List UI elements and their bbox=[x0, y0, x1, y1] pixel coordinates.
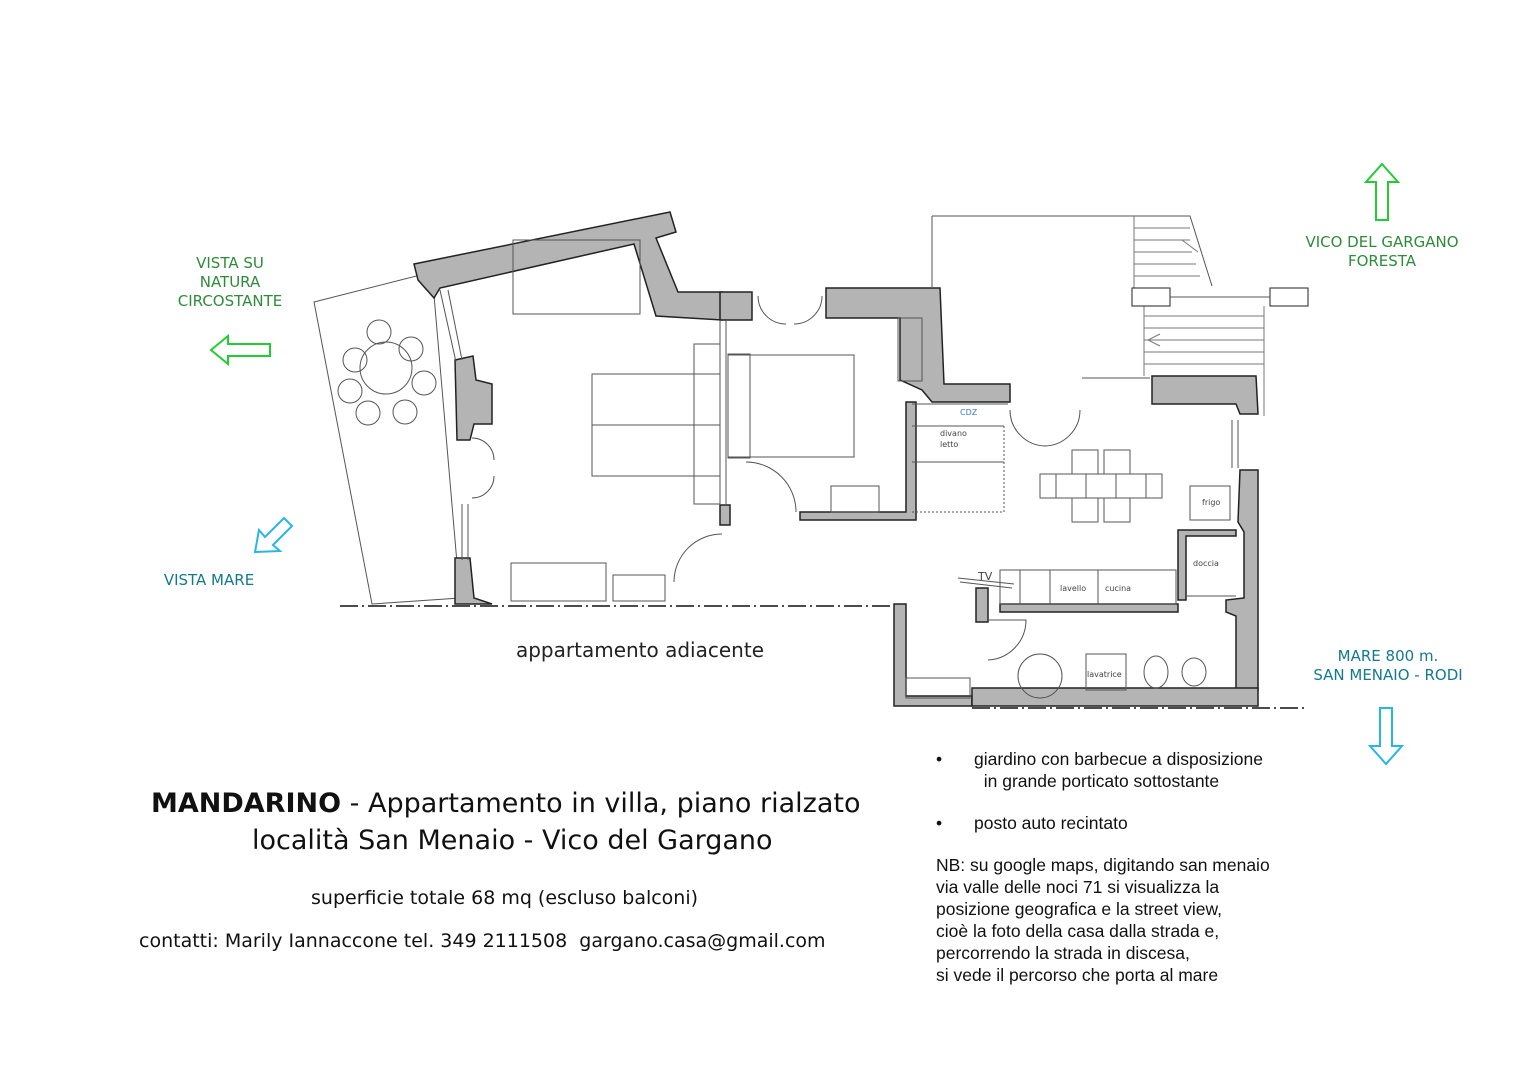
north-arrow-icon bbox=[1366, 164, 1398, 220]
north-label-line1: VICO DEL GARGANO bbox=[1305, 233, 1459, 251]
feature-garden-line1: • giardino con barbecue a disposizione bbox=[974, 749, 1263, 769]
shower-label: doccia bbox=[1193, 559, 1219, 568]
total-area: superficie totale 68 mq (escluso balconi) bbox=[311, 887, 699, 909]
sink-label: lavello bbox=[1060, 584, 1087, 593]
note-line: cioè la foto della casa dalla strada e, bbox=[936, 921, 1220, 941]
southeast-label-line1: MARE 800 m. bbox=[1337, 647, 1439, 665]
note-line: NB: su google maps, digitando san menaio bbox=[936, 855, 1270, 875]
southeast-label-line2: SAN MENAIO - RODI bbox=[1313, 666, 1463, 684]
note-line: posizione geografica e la street view, bbox=[936, 899, 1222, 919]
directions-note bbox=[936, 854, 1356, 986]
west-label bbox=[160, 254, 300, 311]
title-line-2: località San Menaio - Vico del Gargano bbox=[252, 825, 773, 856]
contacts: contatti: Marily Iannaccone tel. 349 2111508 gargano.casa@gmail.com bbox=[139, 930, 826, 952]
kitchen-label: cucina bbox=[1105, 584, 1132, 593]
southwest-label: VISTA MARE bbox=[163, 571, 255, 589]
notes-block bbox=[936, 748, 1356, 986]
west-label-line1: VISTA SU bbox=[196, 254, 264, 272]
north-label bbox=[1282, 233, 1482, 271]
feature-parking bbox=[936, 812, 1356, 834]
note-line: si vede il percorso che porta al mare bbox=[936, 965, 1219, 985]
west-arrow-icon bbox=[211, 336, 270, 364]
tv-label: TV bbox=[978, 570, 993, 583]
feature-garden bbox=[936, 748, 1356, 792]
southeast-label bbox=[1288, 647, 1488, 685]
walls bbox=[414, 212, 1258, 706]
washer-label: lavatrice bbox=[1087, 670, 1122, 679]
terrace bbox=[314, 272, 460, 604]
title-description: - Appartamento in villa, piano rialzato bbox=[341, 788, 861, 819]
feature-garden-line2: in grande porticato sottostante bbox=[974, 771, 1220, 791]
feature-parking-line1: • posto auto recintato bbox=[974, 813, 1128, 833]
north-label-line2: FORESTA bbox=[1347, 252, 1417, 270]
fridge-label: frigo bbox=[1202, 498, 1221, 507]
title-line-1 bbox=[151, 788, 860, 819]
note-line: percorrendo la strada in discesa, bbox=[936, 943, 1190, 963]
note-line: via valle delle noci 71 si visualizza la bbox=[936, 877, 1220, 897]
cdz-label: CDZ bbox=[960, 408, 978, 417]
sofa-bed-label-2: letto bbox=[940, 440, 959, 449]
apartment-name: MANDARINO bbox=[151, 788, 342, 819]
adjacent-apartment-label: appartamento adiacente bbox=[515, 638, 764, 662]
southwest-arrow-icon bbox=[255, 518, 292, 552]
west-label-line2: NATURA bbox=[199, 273, 261, 291]
sofa-bed-label-1: divano bbox=[940, 429, 967, 438]
south-arrow-icon bbox=[1370, 708, 1402, 764]
west-label-line3: CIRCOSTANTE bbox=[177, 292, 283, 310]
